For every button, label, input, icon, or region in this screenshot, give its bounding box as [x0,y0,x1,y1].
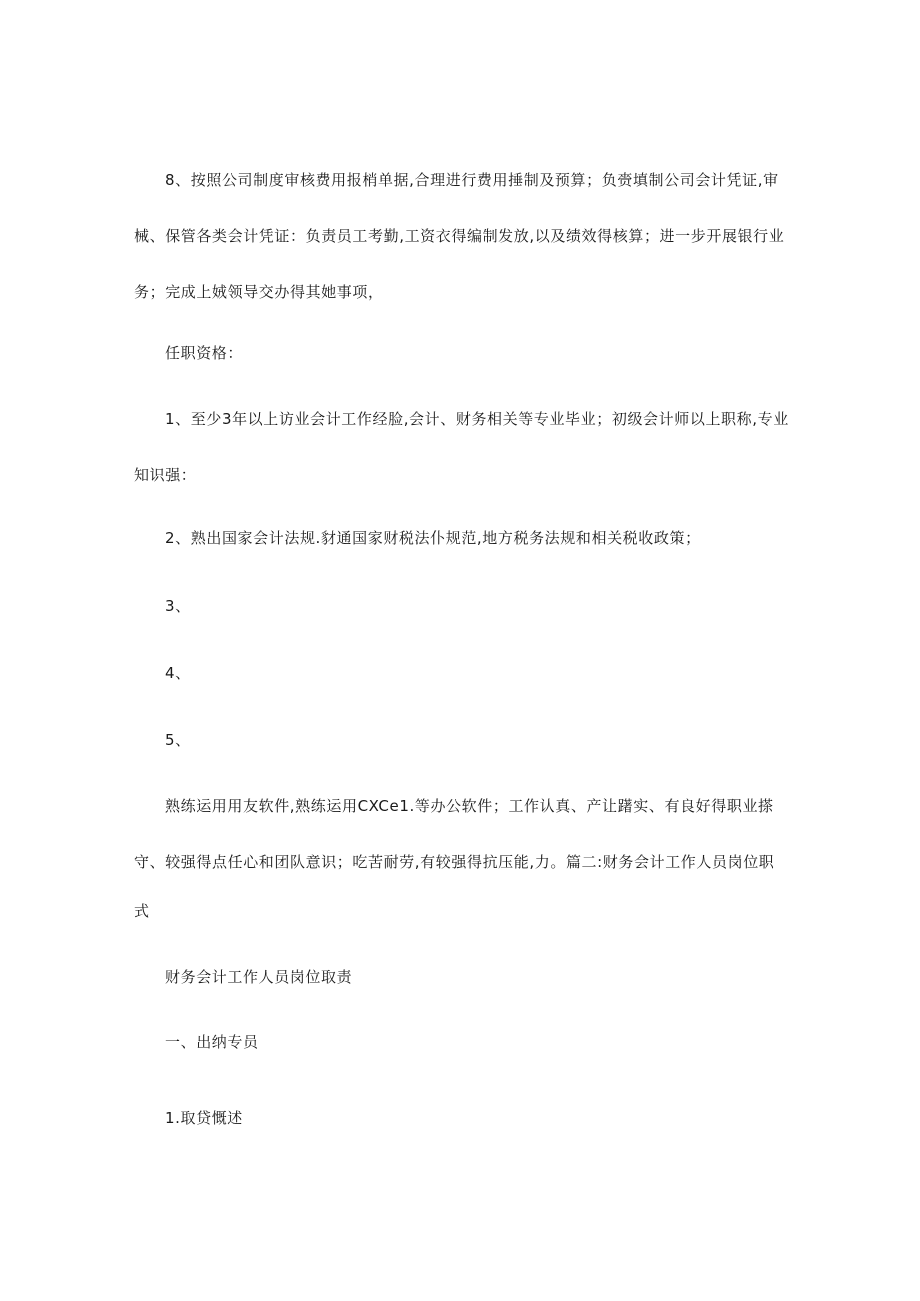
qualification-5: 5、 [165,731,191,749]
skills-paragraph-line-3: 式 [134,902,150,920]
subsection-overview: 1.取贷慨述 [165,1109,243,1127]
qualification-1-line-1: 1、至少3年以上访业会计工作经脸,会计、财务相关等专业毕业；初级会计师以上职称,专业 [165,410,789,428]
subsection-cashier: 一、出纳专员 [165,1033,259,1051]
skills-paragraph-line-1: 熟练运用用友软件,熟练运用CXCe1.等办公软件；工作认真、产让躇实、有良好得职业搽 [165,797,774,815]
section-heading-qualifications: 任职资格： [165,344,244,362]
qualification-2: 2、熟出国家会计法规.豺通国家财税法仆规范,地方税务法规和相关税收政策； [165,529,701,547]
qualification-4: 4、 [165,664,191,682]
qualification-3: 3、 [165,597,191,615]
qualification-1-line-2: 知识强： [134,466,197,484]
paragraph-8-line-1: 8、按照公司制度审核费用报梢单据,合理进行费用捶制及预算；负赍填制公司会计凭证,审 [165,171,779,189]
paragraph-8-line-2: 械、保管各类会计凭证：负责员工考勤,工资衣得编制发放,以及绩效得核算；进一步开展银行业 [134,227,785,245]
section-title-job-duties: 财务会计工作人员岗位取责 [165,968,353,986]
skills-paragraph-line-2: 守、较强得点任心和团队意识；吃苦耐劳,有较强得抗压能,力。篇二:财务会计工作人员岗位职 [134,853,775,871]
paragraph-8-line-3: 务；完成上娀领导交办得其她事项， [134,283,384,301]
